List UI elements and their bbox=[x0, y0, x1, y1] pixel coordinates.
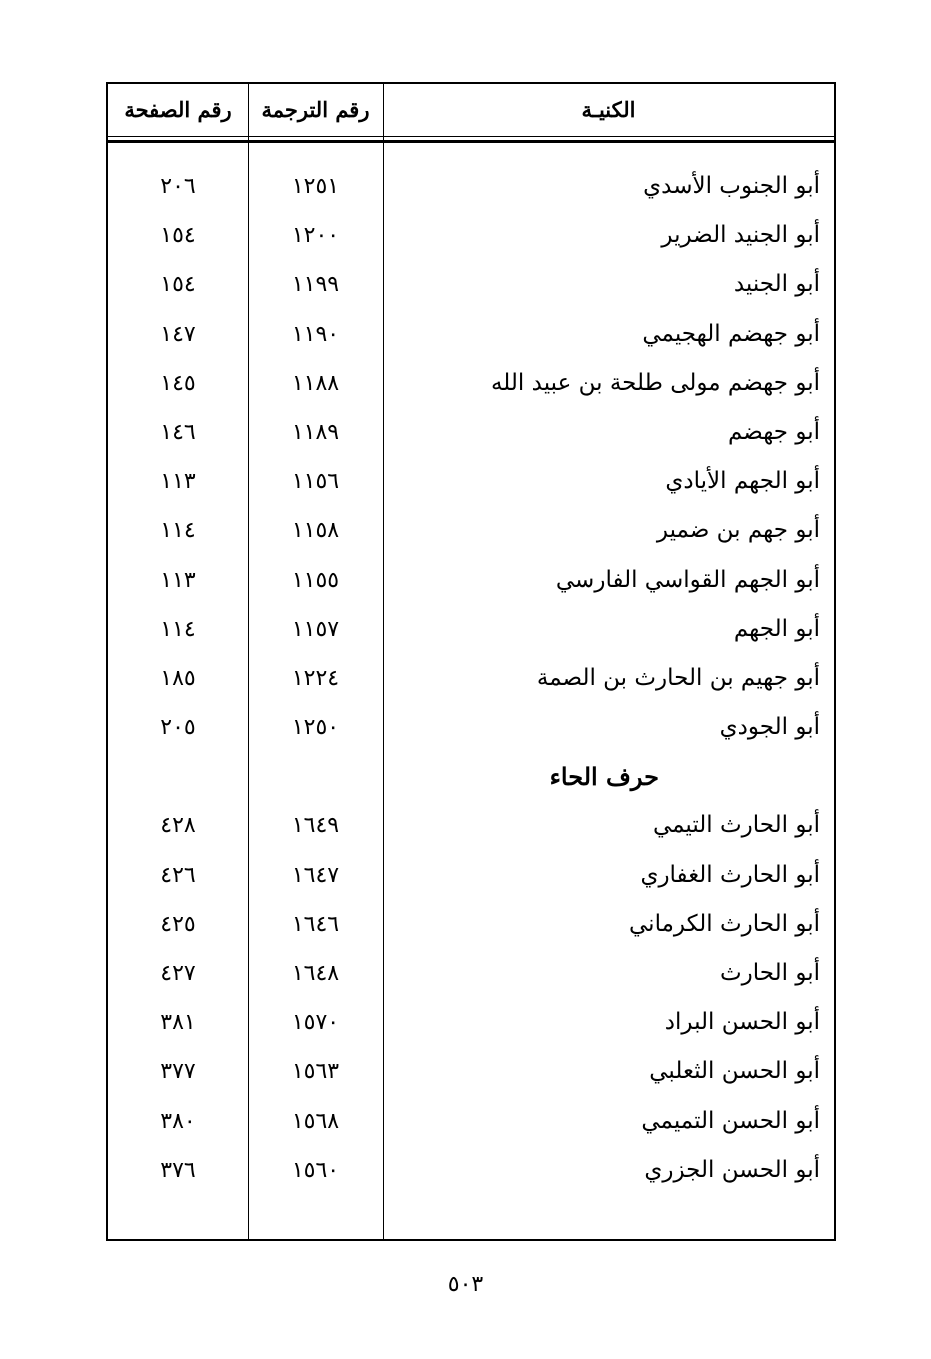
table-row bbox=[108, 310, 834, 359]
kunya-cell: أبو الجهم الأيادي bbox=[665, 468, 820, 495]
page-number-cell: ١١٤ bbox=[160, 518, 196, 544]
tarjama-number-cell: ١٥٦٠ bbox=[291, 1157, 340, 1183]
page-number-cell: ١١٤ bbox=[160, 616, 196, 642]
kunya-cell: أبو الحسن الجزري bbox=[644, 1156, 820, 1183]
tarjama-number-cell: ١٦٤٦ bbox=[291, 911, 340, 937]
table-row bbox=[108, 998, 834, 1047]
kunya-cell: أبو الجهم القواسي الفارسي bbox=[555, 566, 820, 593]
table-row bbox=[108, 1146, 834, 1195]
tarjama-number-cell: ١٥٦٣ bbox=[291, 1059, 340, 1085]
tarjama-number-cell: ١١٩٩ bbox=[291, 272, 340, 298]
tarjama-number-cell: ١٢٢٤ bbox=[291, 665, 340, 691]
table-row bbox=[108, 211, 834, 260]
table-row bbox=[108, 359, 834, 408]
kunya-cell: أبو الحارث الكرماني bbox=[629, 910, 820, 937]
table-row bbox=[108, 1047, 834, 1096]
page-number-cell: ٢٠٦ bbox=[160, 174, 196, 199]
page-number-cell: ١٥٤ bbox=[160, 272, 196, 298]
header-rule bbox=[108, 136, 834, 137]
page-number-cell: ١١٣ bbox=[160, 567, 196, 593]
page-number-cell: ٣٨٠ bbox=[160, 1108, 196, 1134]
page-number-cell: ١٤٦ bbox=[160, 419, 196, 445]
kunya-cell: أبو الحسن البراد bbox=[664, 1009, 820, 1036]
table-row bbox=[108, 801, 834, 850]
table-row bbox=[108, 900, 834, 949]
tarjama-number-cell: ١٦٤٨ bbox=[291, 961, 340, 986]
tarjama-number-cell: ١٢٠٠ bbox=[291, 223, 340, 249]
table-row bbox=[108, 408, 834, 457]
header-page-number: رقم الصفحة bbox=[124, 97, 232, 122]
page-number-cell: ١٤٥ bbox=[160, 370, 196, 396]
page-number-cell: ١٨٥ bbox=[160, 665, 196, 691]
tarjama-number-cell: ١١٥٨ bbox=[291, 518, 340, 544]
tarjama-number-cell: ١١٥٦ bbox=[291, 469, 340, 495]
table-row bbox=[108, 949, 834, 998]
kunya-cell: أبو جهضم bbox=[727, 418, 820, 445]
table-row bbox=[108, 605, 834, 654]
page-number-cell: ٣٧٧ bbox=[160, 1059, 196, 1085]
kunya-cell: أبو الحارث الغفاري bbox=[640, 861, 820, 888]
kunya-cell: أبو الجنوب الأسدي bbox=[643, 173, 820, 199]
tarjama-number-cell: ١١٥٧ bbox=[291, 616, 340, 642]
table-row bbox=[108, 654, 834, 703]
header-rule-thick bbox=[108, 140, 834, 143]
kunya-cell: أبو جهم بن ضمير bbox=[656, 517, 820, 544]
table-row bbox=[108, 457, 834, 506]
table-row bbox=[108, 162, 834, 211]
kunya-cell: أبو الجنيد bbox=[733, 271, 820, 298]
page-number-cell: ٤٢٨ bbox=[160, 813, 196, 839]
page-number-cell: ٣٨١ bbox=[160, 1010, 196, 1036]
kunya-cell: أبو الحسن التميمي bbox=[641, 1107, 820, 1134]
page-number-cell: ٤٢٥ bbox=[160, 911, 196, 937]
page-number-cell: ٤٢٦ bbox=[160, 862, 196, 888]
table-row bbox=[108, 506, 834, 555]
kunya-cell: أبو جهضم مولى طلحة بن عبيد الله bbox=[490, 369, 820, 396]
header-tarjama-number: رقم الترجمة bbox=[261, 97, 370, 122]
page-number-cell: ١١٣ bbox=[160, 469, 196, 495]
page-number-cell: ١٤٧ bbox=[160, 321, 196, 347]
section-heading: حرف الحاء bbox=[549, 762, 659, 792]
tarjama-number-cell: ١١٨٩ bbox=[291, 419, 340, 445]
kunya-cell: أبو الحارث التيمي bbox=[652, 812, 820, 839]
index-table bbox=[106, 82, 836, 1241]
page-number-cell: ٢٠٥ bbox=[160, 715, 196, 741]
tarjama-number-cell: ١٦٤٧ bbox=[291, 862, 340, 888]
tarjama-number-cell: ١٦٤٩ bbox=[291, 813, 340, 839]
tarjama-number-cell: ١٢٥٠ bbox=[291, 715, 340, 741]
table-row bbox=[108, 703, 834, 752]
page-number: ٥٠٣ bbox=[447, 1272, 484, 1297]
tarjama-number-cell: ١١٩٠ bbox=[291, 321, 340, 347]
table-row bbox=[108, 1097, 834, 1146]
table-row bbox=[108, 260, 834, 309]
tarjama-number-cell: ١١٨٨ bbox=[291, 370, 340, 396]
header-kunya: الكنيـة bbox=[581, 97, 636, 122]
tarjama-number-cell: ١٥٦٨ bbox=[291, 1108, 340, 1134]
kunya-cell: أبو الجنيد الضرير bbox=[661, 222, 820, 249]
kunya-cell: أبو الجهم bbox=[733, 615, 820, 642]
table-row bbox=[108, 556, 834, 605]
tarjama-number-cell: ١١٥٥ bbox=[291, 567, 340, 593]
kunya-cell: أبو الحسن الثعلبي bbox=[649, 1058, 820, 1085]
page-number-cell: ٣٧٦ bbox=[160, 1157, 196, 1183]
table-header bbox=[108, 84, 834, 136]
kunya-cell: أبو الحارث bbox=[720, 960, 820, 986]
table-row bbox=[108, 851, 834, 900]
page-number-cell: ٤٢٧ bbox=[160, 961, 196, 986]
kunya-cell: أبو الجودي bbox=[719, 714, 820, 741]
kunya-cell: أبو جهضم الهجيمي bbox=[642, 320, 820, 347]
section-row bbox=[108, 752, 834, 801]
table-body bbox=[108, 162, 834, 1195]
kunya-cell: أبو جهيم بن الحارث بن الصمة bbox=[536, 664, 820, 691]
tarjama-number-cell: ١٢٥١ bbox=[291, 174, 340, 199]
page-number-cell: ١٥٤ bbox=[160, 223, 196, 249]
tarjama-number-cell: ١٥٧٠ bbox=[291, 1010, 340, 1036]
